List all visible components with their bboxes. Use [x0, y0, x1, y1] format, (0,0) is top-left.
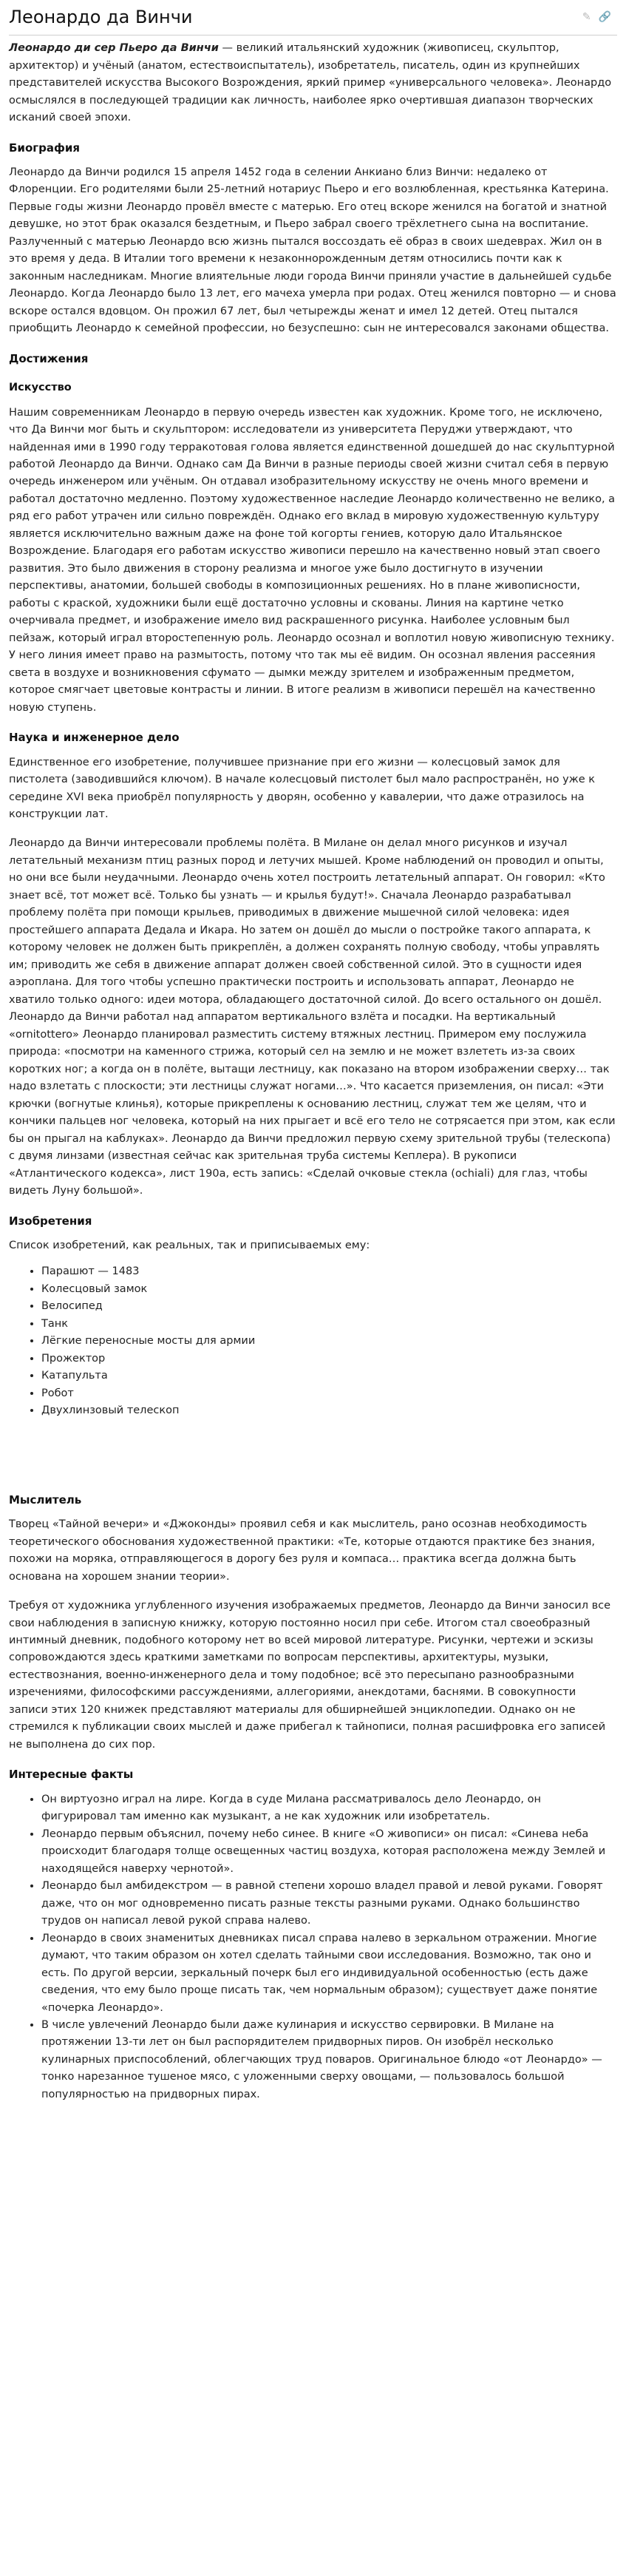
list-item: • Парашют — 1483 — [41, 1263, 617, 1280]
link-icon[interactable]: 🔗 — [598, 11, 611, 24]
title-icons — [582, 9, 611, 26]
list-item: • Велосипед — [41, 1298, 617, 1315]
list-item: • Леонардо в своих знаменитых дневниках писал справа налево в зеркальном отражении. Многие думают, что таким образом он хотел сделать тайными свои исследования. Возможно, так оно и есть. По другой версии, зеркальный почерк был его индивидуальной особенностью (есть даже сведения, что ему было проще писать так, чем нормальным образом); существует даже понятие «почерка Леонардо». — [41, 1930, 617, 2017]
list-item: • Робот — [41, 1385, 617, 1402]
list-item: • Он виртуозно играл на лире. Когда в суде Милана рассматривалось дело Леонардо, он фигурировал там именно как музыкант, а не как художник или изобретатель. — [41, 1791, 617, 1826]
spacer — [9, 1429, 617, 1479]
science-paragraph-1: Единственное его изобретение, получившее признание при его жизни — колесцовый замок для пистолета (заводившийся ключом). В начале колесцовый пистолет был мало распространён, но уже к середине XVI века приобрёл популярность у дворян, особенно у кавалерии, что даже отразилось на конструкции лат. — [9, 756, 596, 820]
biography-paragraph: Леонардо да Винчи родился 15 апреля 1452 года в селении Анкиано близ Винчи: недалеко от Флоренции. Его родителями были 25-летний нотариус Пьеро и его возлюбленная, крестьянка Катерина. Первые годы жизни Леонардо провёл вместе с матерью. Его отец вскоре женился на богатой и знатной девушке, но этот брак оказался бездетным, и Пьеро забрал своего трёхлетнего сына на воспитание. Разлученный с матерью Леонардо всю жизнь пытался воссоздать её образ в своих шедеврах. Жил он в это время у деда. В Италии того времени к незаконнорожденным детям относились почти как к законным наследникам. Многие влиятельные люди города Винчи приняли участие в дальнейшей судьбе Леонардо. Когда Леонардо было 13 лет, его мачеха умерла при родах. Отец женился повторно — и снова вскоре остался вдовцом. Он прожил 67 лет, был четырежды женат и имел 12 детей. Отец пытался приобщить Леонардо к семейной профессии, но безуспешно: сын не интересовался законами общества. — [9, 166, 616, 335]
inventions-heading: Изобретения — [9, 1214, 92, 1228]
biography-heading: Биография — [9, 141, 80, 155]
list-item: • Леонардо первым объяснил, почему небо синее. В книге «О живописи» он писал: «Синева неба происходит благодаря толще освещенных частиц воздуха, которая расположена между Землей и находящейся наверху чернотой». — [41, 1826, 617, 1878]
art-heading: Искусство — [9, 382, 72, 394]
intro-paragraph — [9, 40, 617, 126]
inventions-list — [9, 1263, 617, 1419]
list-item: • Катапульта — [41, 1368, 617, 1385]
list-item: • Лёгкие переносные мосты для армии — [41, 1333, 617, 1350]
thinker-paragraph-1: Творец «Тайной вечери» и «Джоконды» проявил себя и как мыслитель, рано осознав необходимость теоретического обоснования художественной практики: «Те, которые отдаются практике без знания, похожи на моряка, отправляющегося в дорогу без руля и компаса… практика всегда должна быть основана на хорошем знании теории». — [9, 1518, 595, 1583]
list-item: • Леонардо был амбидекстром — в равной степени хорошо владел правой и левой руками. Говорят даже, что он мог одновременно писать разные тексты разными руками. Однако большинство трудов он написал левой рукой справа налево. — [41, 1878, 617, 1930]
title-row — [9, 0, 617, 36]
intro-name: Леонардо ди сер Пьеро да Винчи — [9, 42, 219, 55]
list-item: • Танк — [41, 1316, 617, 1333]
facts-heading: Интересные факты — [9, 1768, 134, 1782]
edit-icon[interactable]: ✎ — [582, 11, 591, 24]
facts-list — [9, 1791, 617, 2104]
intro-text: — великий итальянский художник (живописец, скульптор, архитектор) и учёный (анатом, естествоиспытатель), изобретатель, писатель, один из крупнейших представителей искусства Высокого Возрождения, яркий пример «универсального человека». Леонардо осмыслялся в последующей традиции как личность, наиболее ярко очертившая диапазон творческих исканий своей эпохи. — [9, 42, 612, 124]
inventions-intro: Список изобретений, как реальных, так и приписываемых ему: — [9, 1239, 370, 1251]
thinker-heading: Мыслитель — [9, 1492, 82, 1507]
thinker-paragraph-2: Требуя от художника углубленного изучения изображаемых предметов, Леонардо да Винчи заносил все свои наблюдения в записную книжку, которую постоянно носил при себе. Итогом стал своеобразный интимный дневник, подобного которому нет во всей мировой литературе. Рисунки, чертежи и эскизы сопровождаются здесь краткими заметками по вопросам перспективы, архитектуры, музыки, естествознания, военно-инженерного дела и тому подобное; всё это пересыпано разнообразными изречениями, философскими рассуждениями, аллегориями, анекдотами, баснями. В совокупности записи этих 120 книжек представляют материалы для обширнейшей энциклопедии. Однако он не стремился к публикации своих мыслей и даже прибегал к тайнописи, полная расшифровка его записей не выполнена до сих пор. — [9, 1600, 611, 1751]
list-item: • В числе увлечений Леонардо были даже кулинария и искусство сервировки. В Милане на протяжении 13-ти лет он был распорядителем придворных пиров. Он изобрёл несколько кулинарных приспособлений, облегчающих труд поваров. Оригинальное блюдо «от Леонардо» — тонко нарезанное тушеное мясо, с уложенными сверху овощами, — пользовалось большой популярностью на придворных пирах. — [41, 2017, 617, 2103]
page-title: Леонардо да Винчи — [9, 7, 193, 27]
list-item: • Прожектор — [41, 1350, 617, 1368]
art-paragraph: Нашим современникам Леонардо в первую очередь известен как художник. Кроме того, не исключено, что Да Винчи мог быть и скульптором: исследователи из университета Перуджи утверждают, что найденная ими в 1990 году терракотовая голова является единственной дошедшей до нас скульптурной работой Леонардо да Винчи. Однако сам Да Винчи в разные периоды своей жизни считал себя в первую очередь инженером или учёным. Он отдавал изобразительному искусству не очень много времени и работал достаточно медленно. Поэтому художественное наследие Леонардо количественно не велико, а ряд его работ утрачен или сильно повреждён. Однако его вклад в мировую художественную культуру является исключительно важным даже на фоне той когорты гениев, которую дало Итальянское Возрождение. Благодаря его работам искусство живописи перешло на качественно новый этап своего развития. Это было движения в сторону реализма и многое уже было достигнуто в изучении перспективы, анатомии, большей свободы в композиционных решениях. Но в плане живописности, работы с краской, художники были ещё достаточно условны и скованы. Линия на картине четко очерчивала предмет, и изображение имело вид раскрашенного рисунка. Наиболее условным был пейзаж, который играл второстепенную роль. Леонардо осознал и воплотил новую живописную технику. У него линия имеет право на размытость, потому что так мы её видим. Он осознал явления рассеяния света в воздухе и возникновения сфумато — дымки между зрителем и изображенным предметом, которое смягчает цветовые контрасты и линии. В итоге реализм в живописи перешёл на качественно новую ступень. — [9, 406, 616, 714]
list-item: • Двухлинзовый телескоп — [41, 1402, 617, 1419]
list-item: • Колесцовый замок — [41, 1281, 617, 1298]
science-heading: Наука и инженерное дело — [9, 731, 180, 745]
achievements-heading: Достижения — [9, 351, 89, 365]
science-paragraph-2: Леонардо да Винчи интересовали проблемы полёта. В Милане он делал много рисунков и изучал летательный механизм птиц разных пород и летучих мышей. Кроме наблюдений он проводил и опыты, но они все были неудачными. Леонардо очень хотел построить летательный аппарат. Он говорил: «Кто знает всё, тот может всё. Только бы узнать — и крылья будут!». Сначала Леонардо разрабатывал проблему полёта при помощи крыльев, приводимых в движение мышечной силой человека: идея простейшего аппарата Дедала и Икара. Но затем он дошёл до мысли о постройке такого аппарата, к которому человек не должен быть прикреплён, а должен сохранять полную свободу, чтобы управлять им; приводить же себя в движение аппарат должен своей собственной силой. Это в сущности идея аэроплана. Для того чтобы успешно практически построить и использовать аппарат, Леонардо не хватило только одного: идеи мотора, обладающего достаточной силой. До всего остального он дошёл. Леонардо да Винчи работал над аппаратом вертикального взлёта и посадки. На вертикальный «ornitottero» Леонардо планировал разместить систему втяжных лестниц. Примером ему послужила природа: «посмотри на каменного стрижа, который сел на землю и не может взлететь из-за своих коротких ног; а когда он в полёте, вытащи лестницу, как показано на втором изображении сверху… так надо взлетать с плоскости; эти лестницы служат ногами…». Что касается приземления, он писал: «Эти крючки (вогнутые клинья), которые прикреплены к основанию лестниц, служат тем же целям, что и кончики пальцев ног человека, который на них прыгает и всё его тело не сотрясается при этом, как если бы он прыгал на каблуках». Леонардо да Винчи предложил первую схему зрительной трубы (телескопа) с двумя линзами (известная сейчас как зрительная труба системы Кеплера). В рукописи «Атлантического кодекса», лист 190a, есть запись: «Сделай очковые стекла (ochiali) для глаз, чтобы видеть Луну большой». — [9, 837, 616, 1197]
